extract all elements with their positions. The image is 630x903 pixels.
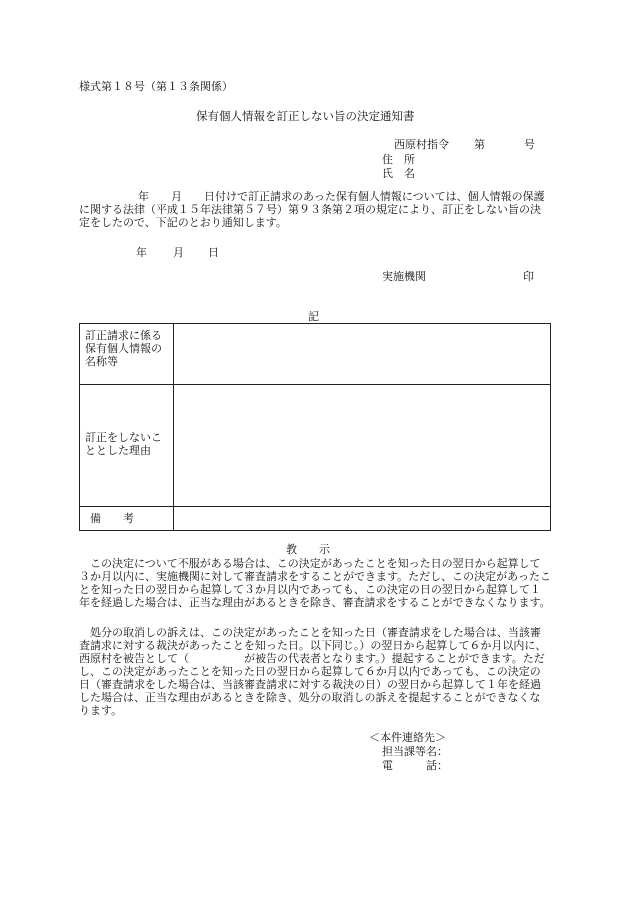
instruction-paragraph-1: この決定について不服がある場合は、この決定があったことを知った日の翌日から起算して３か月以内に、実施機関に対して審査請求をすることができます。ただし、この決定があったことを知った日の翌日から起算して３か月以内であっても、この決定の日の翌日から起算して１年を経過した場合は、正当な理由があるときを除き、審査請求をすることができなくなります。 [79, 557, 552, 609]
ki-heading: 記 [308, 310, 319, 323]
row-label [80, 385, 174, 506]
date-month: 月 [173, 246, 184, 259]
row-label-text: 訂正請求に係る保有個人情報の名称等 [85, 329, 162, 368]
row-label [80, 324, 174, 384]
row-value [174, 385, 550, 506]
row-value [174, 324, 550, 384]
body-paragraph: 年 月 日付けで訂正請求のあった保有個人情報については、個人情報の保護に関する法律（平成１５年法律第５７号）第９３条第２項の規定により、訂正をしない旨の決定をしたので、下記のとおり通知します。 [79, 190, 545, 229]
seal-mark: 印 [523, 270, 534, 283]
instruction-heading: 教 示 [286, 543, 330, 556]
contact-person-label: 担当課等名： [382, 745, 448, 758]
table-row [80, 385, 550, 507]
issuer-gou: 号 [524, 138, 535, 151]
contact-phone-label: 電 話： [382, 759, 448, 772]
agency-label: 実施機関 [382, 270, 426, 283]
table-row [80, 324, 550, 385]
contact-heading: ＜本件連絡先＞ [369, 731, 446, 744]
row-label-text: 訂正をしないこととした理由 [85, 431, 162, 457]
row-label [80, 507, 174, 530]
row-value [174, 507, 550, 530]
details-table [79, 323, 551, 531]
date-day: 日 [208, 246, 219, 259]
issuer-dai: 第 [474, 138, 485, 151]
document-title: 保有個人情報を訂正しない旨の決定通知書 [196, 109, 415, 123]
form-number: 様式第１８号（第１３条関係） [79, 80, 233, 93]
instruction-paragraph-2: 処分の取消しの訴えは、この決定があったことを知った日（審査請求をした場合は、当該審査請求に対する裁決があったことを知った日。以下同じ。）の翌日から起算して６か月以内に、西原村を被告として（ が被告の代表者となります。）提起することができます。ただし、この決定があったことを知った日の翌日から起算して６か月以内であっても、この決定の日（審査請求をした場合は、当該審査請求に対する裁決の日）の翌日から起算して１年を経過した場合は、正当な理由があるときを除き、処分の取消しの訴えを提起することができなくなります。 [79, 626, 547, 717]
table-row [80, 507, 550, 530]
issuer-org: 西原村指令 [394, 138, 449, 151]
recipient-name-label: 氏 名 [382, 167, 415, 180]
recipient-address-label: 住 所 [382, 153, 415, 166]
date-year: 年 [136, 246, 147, 259]
row-label-text: 備 考 [90, 512, 134, 525]
